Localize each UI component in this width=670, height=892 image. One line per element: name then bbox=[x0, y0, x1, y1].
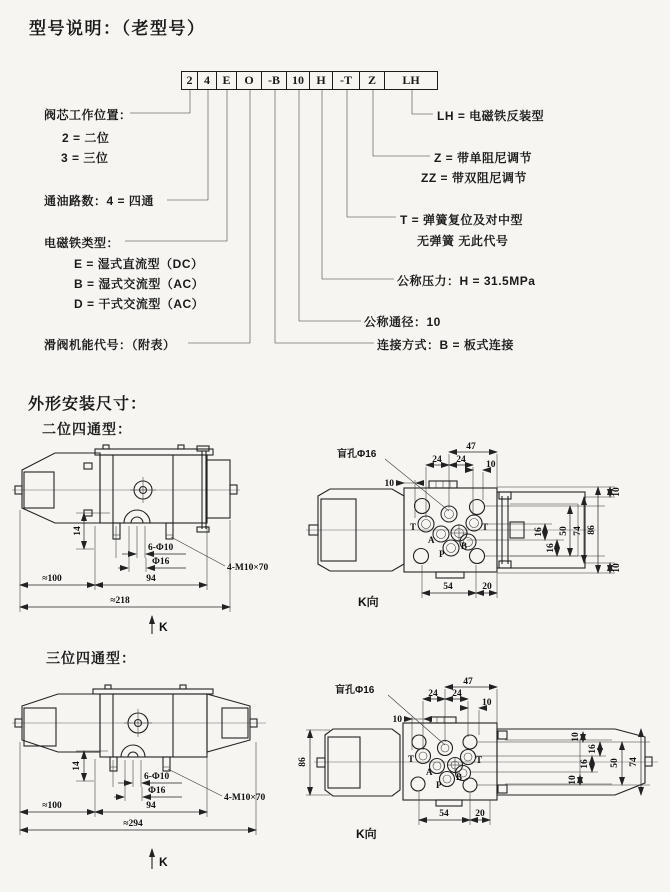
dim-label-218: ≈218 bbox=[110, 596, 130, 606]
dim-label-10-left: 10 bbox=[384, 479, 394, 489]
k-view-label: K向 bbox=[356, 827, 377, 841]
port-label-b: B bbox=[456, 772, 463, 782]
port-label-t-right: T bbox=[482, 522, 489, 532]
dimensions-title: 外形安装尺寸： bbox=[28, 396, 148, 413]
dim-label-24b: 24 bbox=[456, 455, 466, 465]
page-title: 型号说明：（老型号） bbox=[29, 19, 206, 38]
two-position-side-view bbox=[12, 445, 269, 634]
label-solenoid-type: 电磁铁类型： bbox=[44, 236, 120, 250]
dim-label-100: ≈100 bbox=[42, 801, 62, 811]
dim-label-50: 50 bbox=[559, 526, 569, 536]
code-box-10: 10 bbox=[287, 71, 310, 90]
dim-label-16a: 16 bbox=[534, 527, 544, 537]
label-ways: 通油路数：4 = 四通 bbox=[44, 194, 154, 208]
dim-label-54: 54 bbox=[439, 809, 449, 819]
dim-label-86: 86 bbox=[298, 757, 308, 767]
label-z: Z = 带单阻尼调节 bbox=[434, 151, 533, 165]
port-label-t-right: T bbox=[476, 755, 483, 765]
dim-label-16b: 16 bbox=[546, 543, 556, 553]
label-spool-2: 2 = 二位 bbox=[62, 131, 110, 145]
dim-label-10-right: 10 bbox=[482, 698, 492, 708]
dim-label-47: 47 bbox=[463, 677, 473, 687]
dim-label-54: 54 bbox=[443, 582, 453, 592]
dim-label-20: 20 bbox=[482, 582, 492, 592]
dim-label-10-bottom: 10 bbox=[612, 563, 622, 573]
label-solenoid-d: D = 干式交流型（AC） bbox=[74, 297, 205, 311]
dim-label-74: 74 bbox=[573, 526, 583, 536]
k-arrow-label: K bbox=[159, 620, 168, 634]
three-position-title: 三位四通型： bbox=[46, 650, 136, 666]
k-view-label: K向 bbox=[358, 595, 379, 609]
label-spool-function: 滑阀机能代号：（附表） bbox=[44, 338, 176, 352]
port-label-p: P bbox=[436, 780, 442, 790]
label-solenoid-b: B = 湿式交流型（AC） bbox=[74, 277, 205, 291]
dim-label-10-left: 10 bbox=[392, 715, 402, 725]
dim-label-10-right: 10 bbox=[486, 460, 496, 470]
dim-label-24a: 24 bbox=[432, 455, 442, 465]
dim-label-74: 74 bbox=[629, 757, 639, 767]
label-t-none: 无弹簧 无此代号 bbox=[417, 234, 509, 248]
port-label-p: P bbox=[439, 549, 445, 559]
three-position-k-view bbox=[298, 677, 658, 841]
label-pressure: 公称压力：H = 31.5MPa bbox=[397, 274, 536, 288]
code-box-e: E bbox=[217, 71, 237, 90]
port-label-a: A bbox=[428, 535, 435, 545]
label-zz: ZZ = 带双阻尼调节 bbox=[421, 171, 527, 185]
port-label-t-left: T bbox=[408, 754, 415, 764]
two-position-drawing bbox=[0, 438, 670, 640]
dim-label-24b: 24 bbox=[452, 689, 462, 699]
code-box-h: H bbox=[310, 71, 333, 90]
blind-hole-note: 盲孔Φ16 bbox=[335, 685, 375, 696]
code-box-b: -B bbox=[262, 71, 287, 90]
code-box-4: 4 bbox=[198, 71, 217, 90]
port-label-t-left: T bbox=[410, 522, 417, 532]
dim-label-phi16: Φ16 bbox=[152, 557, 170, 567]
dim-label-47: 47 bbox=[466, 442, 476, 452]
bolt-note: 4-M10×70 bbox=[224, 793, 266, 803]
dim-label-16b: 16 bbox=[580, 759, 590, 769]
blind-hole-note: 盲孔Φ16 bbox=[337, 449, 377, 460]
two-position-k-view bbox=[306, 442, 622, 609]
bolt-note: 4-M10×70 bbox=[227, 563, 269, 573]
dim-label-294: ≈294 bbox=[123, 819, 143, 829]
code-box-o: O bbox=[237, 71, 262, 90]
code-box-2: 2 bbox=[181, 71, 198, 90]
dim-label-86: 86 bbox=[587, 525, 597, 535]
k-arrow-label: K bbox=[159, 855, 168, 869]
dim-label-94: 94 bbox=[146, 574, 156, 584]
label-spool-3: 3 = 三位 bbox=[61, 151, 109, 165]
port-label-b: B bbox=[461, 541, 468, 551]
dim-label-10-top: 10 bbox=[571, 732, 581, 742]
dim-label-phi16: Φ16 bbox=[148, 786, 166, 796]
code-box-lh: LH bbox=[385, 71, 438, 90]
dim-label-6phi10: 6-Φ10 bbox=[148, 543, 174, 553]
dim-label-16a: 16 bbox=[588, 744, 598, 754]
dim-label-94: 94 bbox=[146, 801, 156, 811]
label-diameter: 公称通径：10 bbox=[364, 315, 441, 329]
dim-label-24a: 24 bbox=[428, 689, 438, 699]
code-box-z: Z bbox=[360, 71, 385, 90]
label-solenoid-e: E = 湿式直流型（DC） bbox=[74, 257, 204, 271]
dim-label-14: 14 bbox=[72, 761, 82, 771]
dim-label-20: 20 bbox=[475, 809, 485, 819]
dim-label-10-bottom: 10 bbox=[568, 775, 578, 785]
dim-label-50: 50 bbox=[610, 758, 620, 768]
dim-label-10-top: 10 bbox=[612, 487, 622, 497]
label-connection: 连接方式：B = 板式连接 bbox=[377, 338, 514, 352]
port-label-a: A bbox=[426, 767, 433, 777]
three-position-drawing bbox=[0, 675, 670, 890]
dim-label-14: 14 bbox=[73, 526, 83, 536]
three-position-side-view bbox=[12, 685, 266, 869]
dim-label-100: ≈100 bbox=[42, 574, 62, 584]
code-box-t: -T bbox=[333, 71, 360, 90]
two-position-title: 二位四通型： bbox=[42, 421, 132, 437]
label-spool-position: 阀芯工作位置： bbox=[44, 108, 132, 122]
label-lh: LH = 电磁铁反装型 bbox=[437, 109, 545, 123]
label-t: T = 弹簧复位及对中型 bbox=[400, 213, 524, 227]
dim-label-6phi10: 6-Φ10 bbox=[144, 772, 170, 782]
